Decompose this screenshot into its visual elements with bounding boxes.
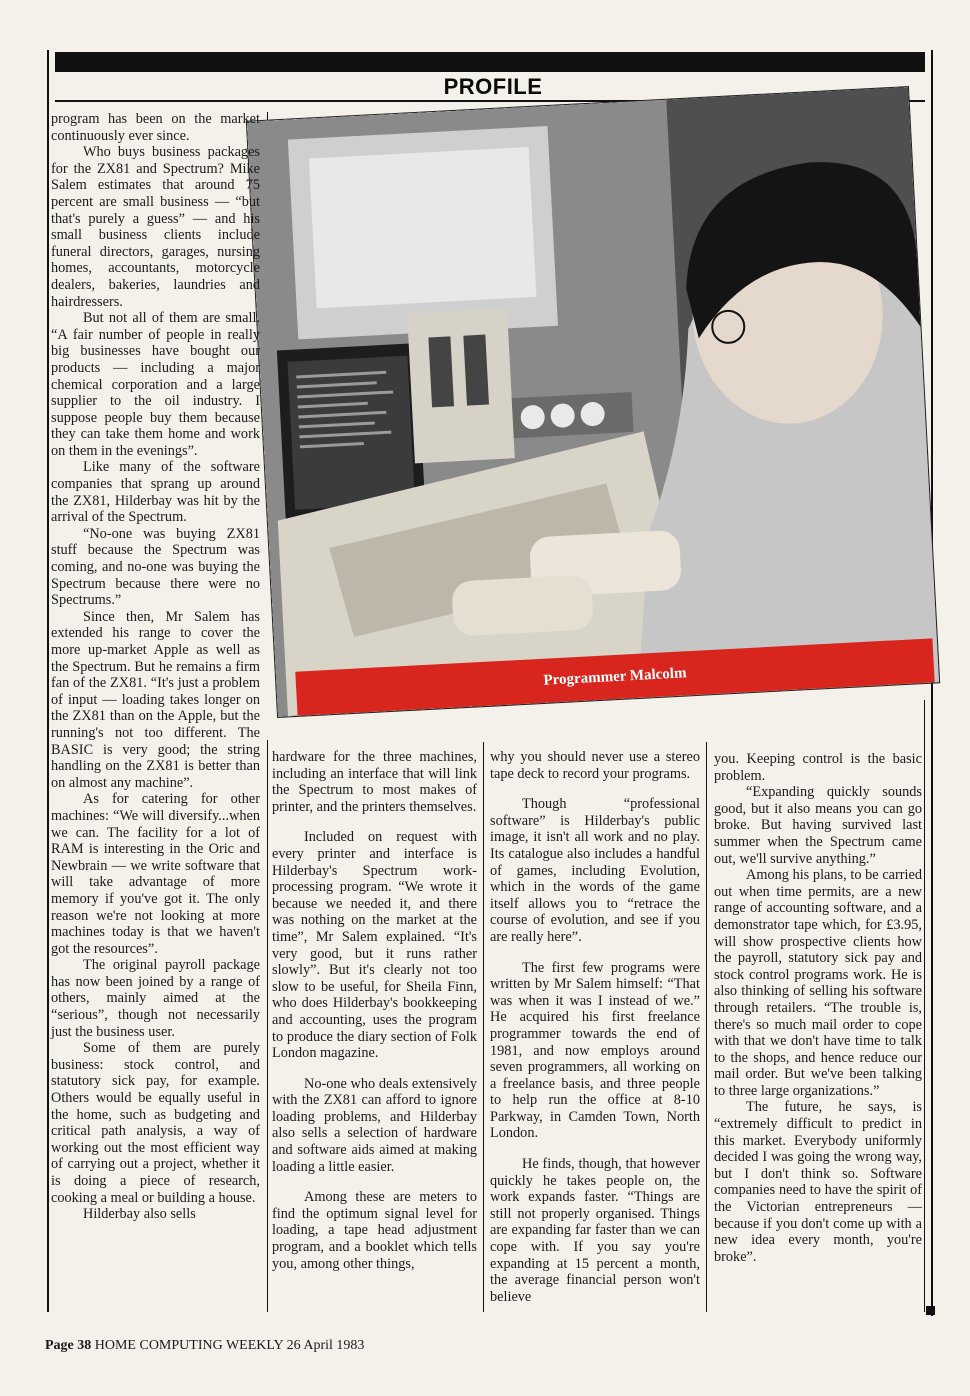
paragraph: Among his plans, to be carried out when time permits, are a new range of accounting software, and a demonstrator tape which, for £3.95, will show prospective clients how the payroll, statutory sick pay and stock control programs work. He is also thinking of selling his software through retailers. “The trouble is, there's so much mail order to cope with that we don't have time to talk to the shops, and hence reduce our mail order. But we've been talking to three large organizations.” [714,867,922,1099]
photo-caption: Programmer Malcolm [295,638,934,715]
page-number: Page 38 [45,1338,92,1353]
paragraph: hardware for the three machines, including an interface that will link the Spectrum to most makes of printer, and the printers themselves. [272,749,477,815]
end-of-article-mark [926,1306,935,1315]
paragraph: Like many of the software companies that sprang up around the ZX81, Hilderbay was hit by the arrival of the Spectrum. [51,459,260,526]
article-column-1 [51,111,260,1223]
col1-rule-lower [267,740,268,1312]
paragraph: “Expanding quickly sounds good, but it also means you can go broke. But having survived last summer when the Spectrum came out, we'll survive anything.” [714,784,922,867]
header-bar [55,52,925,72]
paragraph: But not all of them are small. “A fair number of people in really big businesses have bought our products — including a major chemical corporation and a large supplier to the oil industry. I suppose people buy them because they can take them home and work on them in the evenings”. [51,310,260,459]
col2-rule [483,742,484,1312]
paragraph: No-one who deals extensively with the ZX81 can afford to ignore loading problems, and Hilderbay also sells a selection of hardware and software aids aimed at making loading a little easier. [272,1075,477,1175]
page-footer [45,1338,364,1354]
paragraph: As for catering for other machines: “We will diversify...when we can. The facility for a lot of RAM is interesting in the Oric and Newbrain — we write software that will take advantage of more memory if you've got it. The only reason we're not looking at more machines today is that we haven't got the resources”. [51,791,260,957]
paragraph: Included on request with every printer and interface is Hilderbay's Spectrum work-processing program. “We wrote it because we needed it, and there was nothing on the market at the time”, Mr Salem explained. “It's very good, but it runs rather slowly”. But it's clearly not too slow to be useful, for Sheila Finn, who does Hilderbay's bookkeeping and accounting, uses the program to produce the diary section of Folk London magazine. [272,829,477,1062]
paragraph: The original payroll package has now been joined by a range of others, mainly aimed at the “serious”, though not necessarily just the business user. [51,957,260,1040]
article-column-3 [490,749,700,1305]
left-column-rule [47,50,49,1312]
paragraph: The first few programs were written by Mr Salem himself: “That was when it was I instead of we.” He acquired his first freelance programmer towards the end of 1981, and now employs around seven programmers, all working on a freelance basis, and three people to help run the office at 8-10 Parkway, in Camden Town, North London. [490,959,700,1142]
programmer-photo [247,87,939,717]
publication-line: HOME COMPUTING WEEKLY 26 April 1983 [94,1338,365,1353]
paragraph: Hilderbay also sells [83,1206,196,1223]
paragraph: why you should never use a stereo tape deck to record your programs. [490,749,700,782]
paragraph: Who buys business packages for the ZX81 and Spectrum? Mike Salem estimates that around 75 percent are small business — “but that's purely a guess” — and his small business clients include funeral directors, garages, nursing homes, accountants, motorcycle dealers, bakeries, laundries and hairdressers. [51,144,260,310]
section-title: PROFILE [443,74,543,99]
col4-rule [924,700,925,1312]
paragraph: He finds, though, that however quickly he takes people on, the work expands faster. “Things are still not properly organised. Things are expanding far faster than we can cope with. If you say you're expanding at 15 percent a month, the average financial person won't believe [490,1156,700,1305]
article-column-4 [714,751,922,1265]
paragraph: Though “professional software” is Hilderbay's public image, it isn't all work and no play. Its catalogue also includes a handful of games, including Evolution, which in the words of the game itself allows you to “retrace the course of evolution, and see if you are really here”. [490,796,700,945]
paragraph: program has been on the market continuously ever since. [51,111,260,144]
photo-programmer-at-terminal-icon [247,87,939,717]
paragraph: Among these are meters to find the optimum signal level for loading, a tape head adjustment program, and a booklet which tells you, among other things, [272,1189,477,1272]
paragraph: “No-one was buying ZX81 stuff because the Spectrum was coming, and no-one was buying the Spectrum because there were no Spectrums.” [51,525,260,609]
right-column-rule [931,50,933,1316]
paragraph: Some of them are purely business: stock control, and statutory sick pay, for example. Others would be equally useful in the home, such as budgeting and critical path analysis, a way of working out the most efficient way of carrying out a project, whether it is doing a piece of research, cooking a meal or building a house. [51,1040,260,1206]
paragraph: Since then, Mr Salem has extended his range to cover the more up-market Apple as well as the Spectrum. But he remains a firm fan of the ZX81. “It's just a problem of input — loading takes longer on the ZX81 than on the Apple, but the running's not too different. The BASIC is very good; the string handling on the ZX81 is better than on almost any machine”. [51,608,260,791]
col3-rule [706,742,707,1312]
paragraph: The future, he says, is “extremely difficult to predict in this market. Everybody uniformly decided I was going the wrong way, but I don't think so. Software companies need to have the spirit of the Victorian entrepreneurs — because if you don't come up with a new idea every month, you're broke”. [714,1099,922,1265]
paragraph: you. Keeping control is the basic problem. [714,751,922,784]
article-column-2 [272,749,477,1272]
